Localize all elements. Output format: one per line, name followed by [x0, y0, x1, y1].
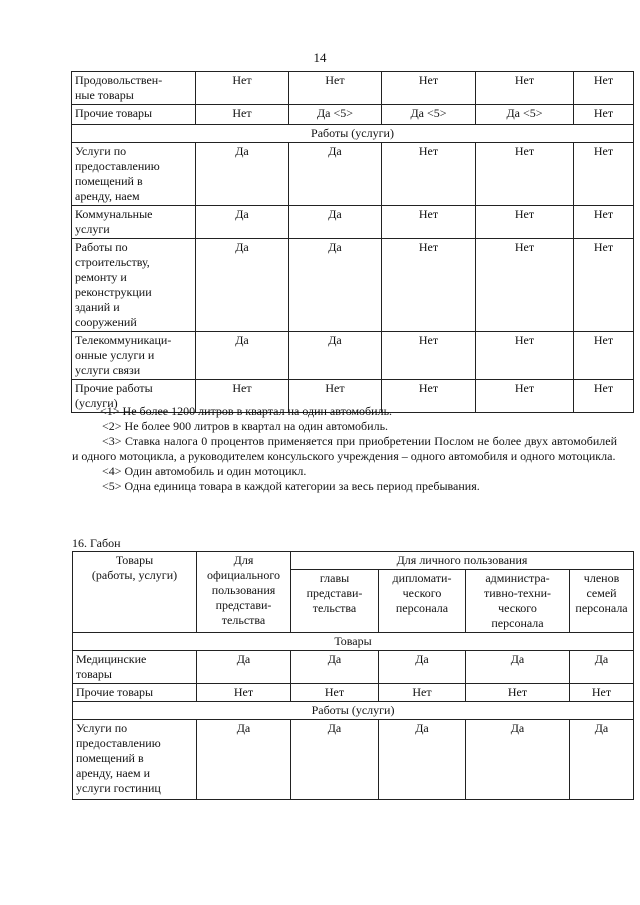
table-row — [73, 684, 634, 702]
table-row — [72, 332, 634, 380]
header-official-use: Для официального пользования представи- тельства — [197, 552, 291, 633]
value-cell: Нет — [289, 380, 382, 413]
value-cell: Да — [466, 651, 570, 684]
footnote-1: <1> Не более 1200 литров в квартал на один автомобиль. — [100, 404, 393, 418]
section-title: Работы (услуги) — [73, 702, 634, 720]
value-cell: Да <5> — [382, 105, 476, 125]
value-cell: Нет — [574, 239, 634, 332]
value-cell: Нет — [570, 684, 634, 702]
value-cell: Да — [197, 720, 291, 800]
value-cell: Да — [289, 332, 382, 380]
header-family-members: членов семей персонала — [570, 570, 634, 633]
table-row — [72, 105, 634, 125]
footnote-3: <3> Ставка налога 0 процентов применяется при приобретении Послом не более двух автомобилей и одного мотоцикла, а руководителем консульского учреждения – одного автомобиля и одного мотоцикла. — [72, 434, 617, 463]
header-diplomatic-staff: дипломати- ческого персонала — [379, 570, 466, 633]
header-personal-use: Для личного пользования — [291, 552, 634, 570]
value-cell: Нет — [574, 380, 634, 413]
value-cell: Нет — [476, 72, 574, 105]
value-cell: Да — [570, 720, 634, 800]
privileges-table-continued — [71, 71, 634, 413]
value-cell: Да — [196, 206, 289, 239]
table-row — [72, 72, 634, 105]
value-cell: Да — [196, 332, 289, 380]
value-cell: Да — [289, 143, 382, 206]
table2-header-row — [73, 552, 634, 570]
value-cell: Да — [379, 720, 466, 800]
section-title: Работы (услуги) — [72, 125, 634, 143]
value-cell: Нет — [291, 684, 379, 702]
table-row — [72, 206, 634, 239]
value-cell: Нет — [382, 72, 476, 105]
row-label: Телекоммуникаци- онные услуги и услуги связи — [72, 332, 196, 380]
row-label: Услуги по предоставлению помещений в аренду, наем и услуги гостиниц — [73, 720, 197, 800]
footnote-2: <2> Не более 900 литров в квартал на один автомобиль. — [102, 419, 389, 433]
row-label: Услуги по предоставлению помещений в аренду, наем — [72, 143, 196, 206]
row-label: Работы по строительству, ремонту и реконструкции зданий и сооружений — [72, 239, 196, 332]
value-cell: Нет — [382, 239, 476, 332]
value-cell: Да — [379, 651, 466, 684]
row-label: Прочие работы (услуги) — [72, 380, 196, 413]
row-label: Прочие товары — [73, 684, 197, 702]
section-row — [73, 633, 634, 651]
value-cell: Да — [466, 720, 570, 800]
value-cell: Нет — [574, 332, 634, 380]
value-cell: Нет — [574, 143, 634, 206]
value-cell: Да <5> — [476, 105, 574, 125]
table2-body — [73, 633, 634, 800]
value-cell: Нет — [574, 105, 634, 125]
footnotes — [72, 404, 617, 494]
header-admin-tech-staff: администра- тивно-техни- ческого персонала — [466, 570, 570, 633]
value-cell: Да — [196, 239, 289, 332]
page-number: 14 — [313, 50, 327, 65]
row-label: Коммунальные услуги — [72, 206, 196, 239]
section-row — [72, 125, 634, 143]
value-cell: Да — [289, 239, 382, 332]
value-cell: Да — [291, 720, 379, 800]
value-cell: Нет — [476, 332, 574, 380]
value-cell: Нет — [476, 380, 574, 413]
value-cell: Нет — [574, 206, 634, 239]
row-label: Продовольствен- ные товары — [72, 72, 196, 105]
row-label: Медицинские товары — [73, 651, 197, 684]
section-heading-gabon: 16. Габон — [72, 536, 121, 550]
value-cell: Нет — [197, 684, 291, 702]
footnote-4: <4> Один автомобиль и один мотоцикл. — [102, 464, 307, 478]
table-row — [72, 143, 634, 206]
value-cell: Нет — [382, 332, 476, 380]
table-row — [73, 720, 634, 800]
header-goods-services: Товары (работы, услуги) — [73, 552, 197, 633]
value-cell: Да — [196, 143, 289, 206]
value-cell: Нет — [476, 206, 574, 239]
value-cell: Нет — [382, 380, 476, 413]
value-cell: Нет — [196, 105, 289, 125]
header-head-of-mission: главы представи- тельства — [291, 570, 379, 633]
table-row — [73, 651, 634, 684]
row-label: Прочие товары — [72, 105, 196, 125]
value-cell: Нет — [289, 72, 382, 105]
section-title: Товары — [73, 633, 634, 651]
value-cell: Нет — [196, 72, 289, 105]
value-cell: Нет — [476, 239, 574, 332]
value-cell: Да <5> — [289, 105, 382, 125]
gabon-privileges-table — [72, 551, 634, 800]
value-cell: Нет — [196, 380, 289, 413]
value-cell: Нет — [379, 684, 466, 702]
footnote-5: <5> Одна единица товара в каждой категории за весь период пребывания. — [102, 479, 480, 493]
value-cell: Нет — [382, 206, 476, 239]
value-cell: Да — [197, 651, 291, 684]
value-cell: Нет — [466, 684, 570, 702]
section-row — [73, 702, 634, 720]
value-cell: Нет — [574, 72, 634, 105]
value-cell: Нет — [382, 143, 476, 206]
value-cell: Да — [289, 206, 382, 239]
table-row — [72, 239, 634, 332]
table1-body — [72, 72, 634, 413]
value-cell: Нет — [476, 143, 574, 206]
value-cell: Да — [291, 651, 379, 684]
table2-header — [73, 552, 634, 633]
value-cell: Да — [570, 651, 634, 684]
